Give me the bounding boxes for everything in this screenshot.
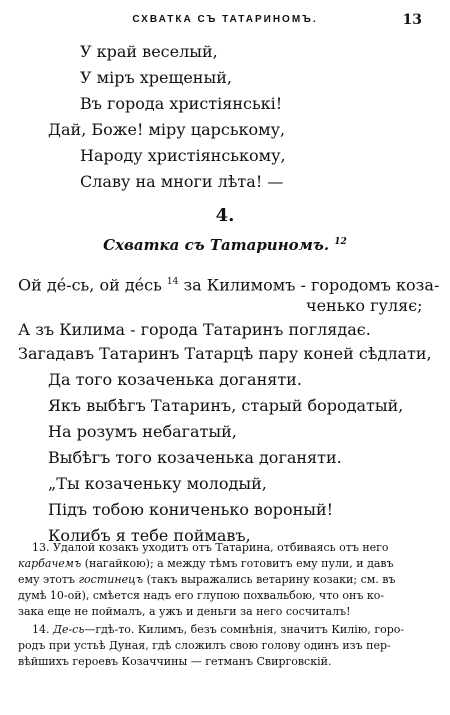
verse-line-start: Ой де́-сь, ой де́сь — [18, 275, 162, 295]
page-number: 13 — [402, 12, 422, 28]
footnote-line — [32, 622, 404, 638]
footnote-term: гостинецъ — [78, 573, 144, 586]
verse-line: Загадавъ Татаринъ Татарцѣ пару коней сѣдлати, — [18, 344, 432, 363]
verse-line: Славу на многи лѣта! — — [80, 172, 284, 191]
verse-line: А зъ Килима - города Татаринъ поглядає. — [18, 320, 371, 339]
verse-line: Народу христіянському, — [80, 146, 286, 165]
verse-line: „Ты козаченьку молодый, — [48, 474, 267, 493]
verse-line — [18, 272, 439, 295]
verse-line: У край веселый, — [80, 42, 218, 61]
footnote-term: карбачемъ — [18, 557, 82, 570]
footnote-text: думѣ 10-ой), смѣется надъ его глупою похвальбою, что онъ ко- — [18, 589, 385, 602]
section-title — [0, 236, 450, 254]
footnote-line — [18, 556, 394, 572]
running-title: СХВАТКА СЪ ТАТАРИНОМЪ. — [132, 14, 318, 25]
verse-line: У міръ хрещеный, — [80, 68, 232, 87]
footnote-text: (такъ выражались ветарину козаки; см. въ — [143, 573, 396, 586]
running-head — [0, 14, 450, 32]
footnote-text: ему этотъ — [18, 573, 79, 586]
verse-line-rest: за Килимомъ - городомъ коза- — [183, 275, 440, 295]
section-number: 4. — [215, 205, 235, 226]
note-marker: 14 — [166, 277, 179, 287]
footnote-line — [18, 572, 396, 588]
footnote-text: родъ при устьѣ Дуная, гдѣ сложилъ свою голову одинъ изъ пер- — [18, 639, 391, 652]
footnote-line — [18, 654, 331, 670]
section-title-note: 12 — [334, 237, 347, 247]
verse-line: Якъ выбѣгъ Татаринъ, старый бородатый, — [48, 396, 404, 415]
footnote-line — [18, 638, 391, 654]
verse-line: На розумъ небагатый, — [48, 422, 237, 441]
footnote-term: Де-сь — [53, 623, 85, 636]
verse-line: Выбѣгъ того козаченька доганяти. — [48, 448, 342, 467]
footnote-text: зака еще не поймалъ, а ужъ и деньги за него сосчиталъ! — [18, 605, 351, 618]
footnote-line — [18, 604, 351, 620]
footnote-text: (нагайкою); а между тѣмъ готовитъ ему пули, и давъ — [81, 557, 394, 570]
footnote-line — [32, 540, 389, 556]
footnote-text: 13. Удалой козакъ уходитъ отъ Татарина, отбиваясь отъ него — [32, 541, 389, 554]
verse-line: Підъ тобою кониченько вороный! — [48, 500, 334, 519]
section-title-text: Схватка съ Татариномъ. — [103, 236, 330, 254]
footnote-line — [18, 588, 384, 604]
verse-line: Дай, Боже! міру царському, — [48, 120, 286, 139]
verse-line: ченько гуляє; — [306, 296, 423, 315]
verse-line: Въ города христіянські! — [80, 94, 283, 113]
verse-line: Да того козаченька доганяти. — [48, 370, 302, 389]
footnote-text: 14. — [32, 623, 53, 636]
verse-line: Колибъ я тебе поймавъ, — [48, 526, 251, 545]
footnote-text: —гдѣ-то. Килимъ, безъ сомнѣнія, значитъ Килію, горо- — [84, 623, 405, 636]
footnote-text: вѣйшихъ героевъ Козаччины — гетманъ Свирговскій. — [18, 655, 332, 668]
